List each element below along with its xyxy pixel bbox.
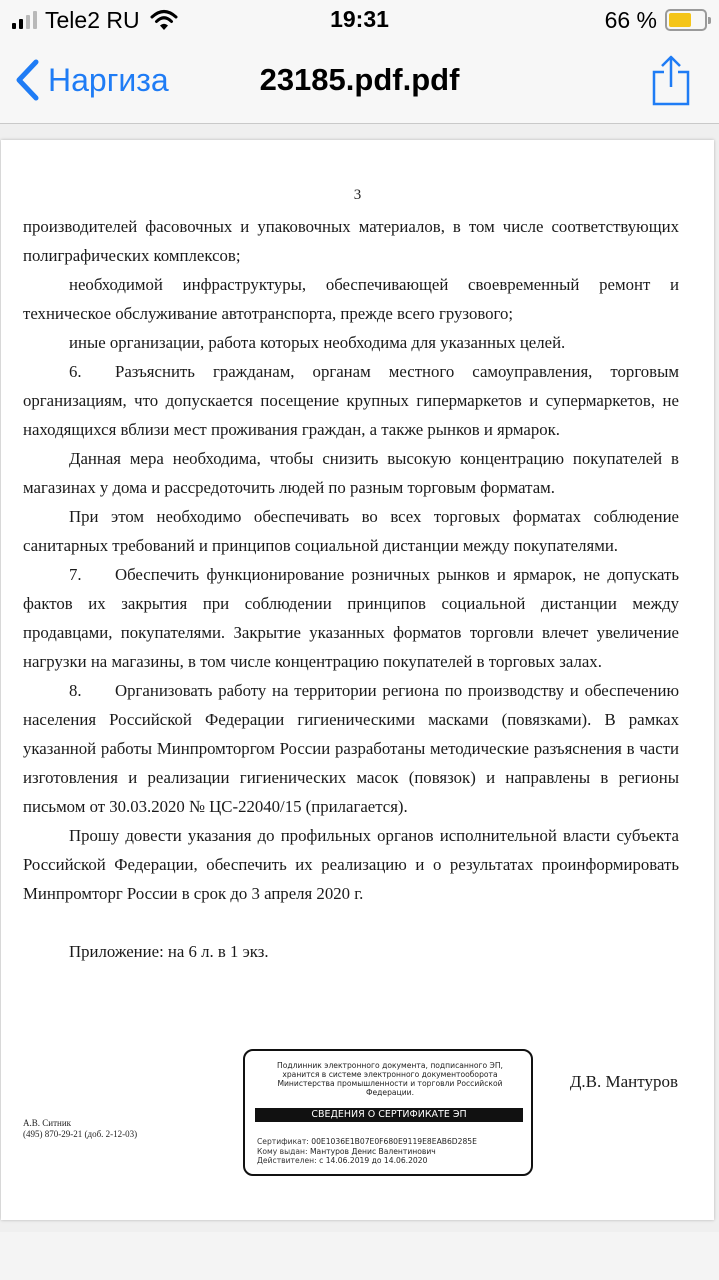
- document-paragraph: [23, 212, 679, 270]
- paragraph-number: 7.: [69, 565, 82, 584]
- certificate-title: СВЕДЕНИЯ О СЕРТИФИКАТЕ ЭП: [255, 1108, 523, 1122]
- paragraph-text: При этом необходимо обеспечивать во всех торговых форматах соблюдение санитарных требований и принципов социальной дистанции между покупателями.: [23, 507, 679, 555]
- battery-fill: [669, 13, 691, 27]
- cert-number-value: 00E1036E1B07E0F680E9119E8EAB6D285E: [311, 1137, 477, 1146]
- document-paragraph: [23, 560, 679, 676]
- battery-icon: [665, 9, 707, 31]
- paragraph-text: Прошу довести указания до профильных органов исполнительной власти субъекта Российской Федерации, обеспечить их реализацию и о результатах проинформировать Минпромторг России в срок до 3 апреля 2020 г.: [23, 826, 679, 903]
- paragraph-text: Организовать работу на территории региона по производству и обеспечению населения Российской Федерации гигиеническими масками (повязками). В рамках указанной работы Минпромторгом России разработаны методические разъяснения в части изготовления и реализации гигиенических масок (повязок) и направлены в регионы письмом от 30.03.2020 № ЦС-22040/15 (прилагается).: [23, 681, 679, 816]
- share-icon[interactable]: [651, 54, 691, 106]
- document-paragraph: [23, 357, 679, 444]
- paragraph-text: производителей фасовочных и упаковочных материалов, в том числе соответствующих полиграфических комплексов;: [23, 217, 679, 265]
- cert-issued-to-label: Кому выдан:: [257, 1146, 308, 1156]
- cert-valid-label: Действителен:: [257, 1156, 317, 1165]
- document-paragraph: [23, 821, 679, 908]
- document-paragraph: [23, 502, 679, 560]
- next-page-edge: [0, 1232, 719, 1280]
- signer-name: Д.В. Мантуров: [569, 1072, 678, 1091]
- paragraph-text: Разъяснить гражданам, органам местного самоуправления, торговым организациям, что допускается посещение крупных гипермаркетов и супермаркетов, не находящихся вблизи мест проживания граждан, а также рынков и ярмарок.: [23, 362, 679, 439]
- certificate-details: [257, 1137, 477, 1166]
- battery-percent: 66 %: [604, 6, 657, 33]
- document-paragraph: [23, 328, 679, 357]
- document-paragraph: [23, 270, 679, 328]
- attachment-note: Приложение: на 6 л. в 1 экз.: [69, 942, 269, 961]
- executor-name: А.В. Ситник: [23, 1118, 72, 1128]
- back-button-label: Наргиза: [48, 61, 169, 98]
- paragraph-text: необходимой инфраструктуры, обеспечивающей своевременный ремонт и техническое обслуживание автотранспорта, прежде всего грузового;: [23, 275, 679, 323]
- document-body: [23, 212, 679, 966]
- pdf-page[interactable]: [1, 140, 714, 1220]
- certificate-header: Подлинник электронного документа, подписанного ЭП, хранится в системе электронного документооборота Министерства промышленности и торговли Российской Федерации.: [277, 1061, 503, 1097]
- cert-issued-to-value: Мантуров Денис Валентинович: [310, 1146, 436, 1156]
- paragraph-text: иные организации, работа которых необходима для указанных целей.: [69, 333, 566, 352]
- paragraph-text: Обеспечить функционирование розничных рынков и ярмарок, не допускать фактов их закрытия при соблюдении принципов социальной дистанции между продавцами, покупателями. Закрытие указанных форматов торговли влечет увеличение нагрузки на магазины, в том числе концентрацию покупателей в торговых залах.: [23, 565, 679, 671]
- paragraph-number: 6.: [69, 362, 82, 381]
- cert-valid-value: с 14.06.2019 до 14.06.2020: [319, 1156, 428, 1165]
- document-paragraph: [23, 444, 679, 502]
- page-number: 3: [353, 187, 362, 203]
- status-right: [605, 6, 707, 34]
- carrier-name: Tele2 RU: [45, 6, 140, 33]
- executor-info: [23, 1118, 137, 1140]
- executor-phone: (495) 870-29-21 (доб. 2-12-03): [23, 1129, 138, 1139]
- cert-number-label: Сертификат:: [257, 1137, 309, 1146]
- paragraph-number: 8.: [69, 681, 82, 700]
- document-title: 23185.pdf.pdf: [259, 62, 460, 97]
- paragraph-text: Данная мера необходима, чтобы снизить высокую концентрацию покупателей в магазинах у дома и рассредоточить людей по разным торговым форматам.: [23, 449, 679, 497]
- document-paragraph: [23, 676, 679, 821]
- navigation-bar: [0, 40, 719, 124]
- certificate-stamp: [243, 1049, 533, 1176]
- status-time: 19:31: [330, 6, 389, 32]
- status-bar: [0, 0, 719, 40]
